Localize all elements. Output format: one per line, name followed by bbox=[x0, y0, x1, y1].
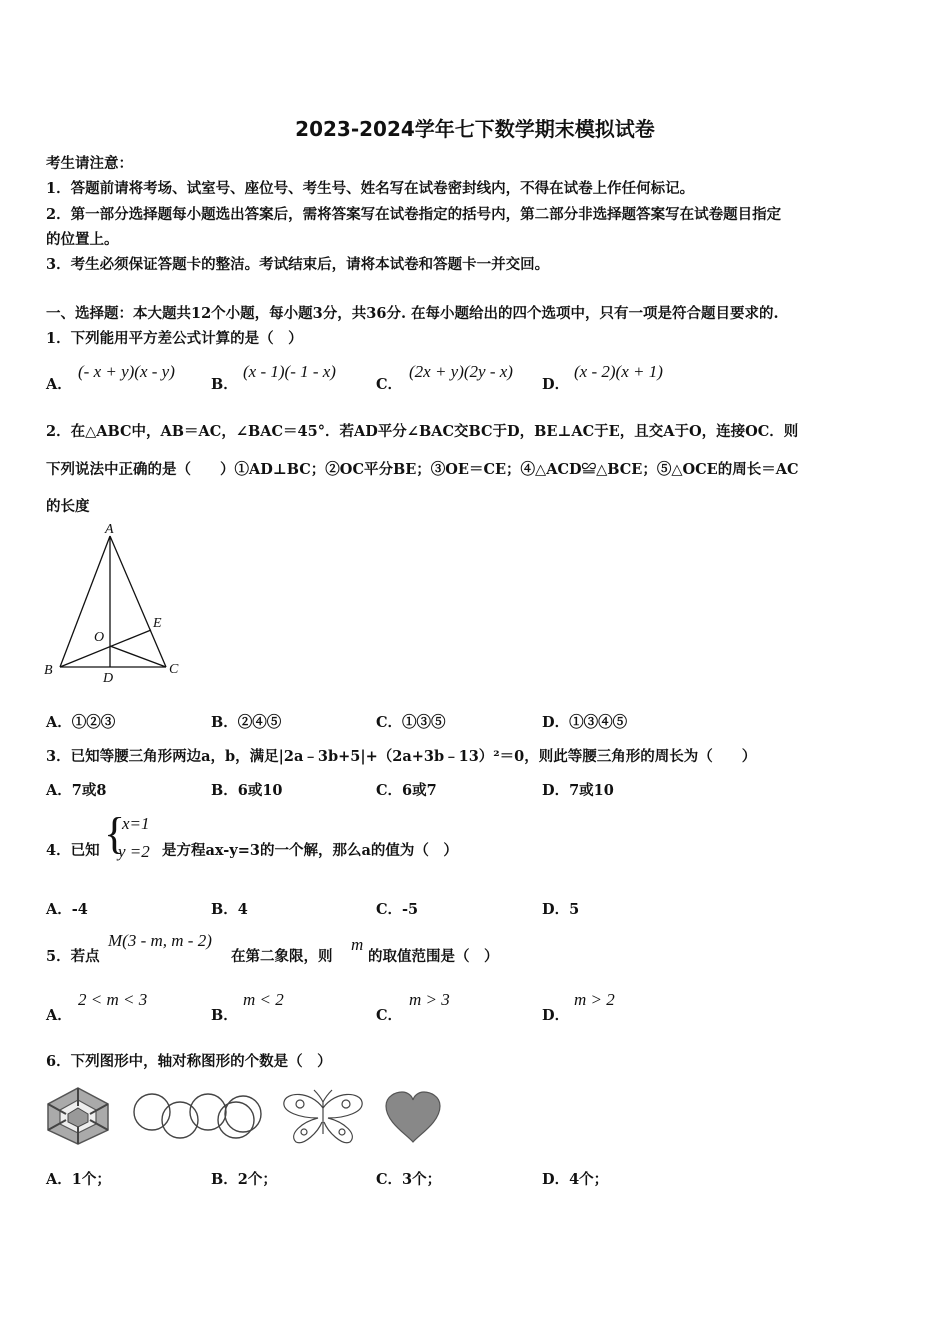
side-ab bbox=[60, 536, 110, 667]
q5-suffix: 的取值范围是（ ） bbox=[368, 948, 499, 965]
butterfly-icon bbox=[280, 1088, 366, 1146]
page-title: 2023-2024学年七下数学期末模拟试卷 bbox=[295, 117, 655, 141]
hexagon-knot-icon bbox=[44, 1086, 112, 1146]
label-d: D bbox=[103, 671, 114, 686]
q2-stem-line: 的长度 bbox=[46, 498, 90, 515]
q3-option-b: B．6或10 bbox=[211, 782, 283, 799]
notice-item: 3．考生必须保证答题卡的整洁。考试结束后，请将本试卷和答题卡一并交回。 bbox=[46, 256, 550, 273]
section-heading: 一、选择题：本大题共12个小题，每小题3分，共36分. 在每小题给出的四个选项中，只有一项是符合题目要求的. bbox=[46, 305, 779, 322]
q1-stem: 1．下列能用平方差公式计算的是（ ） bbox=[46, 330, 303, 347]
q1-option-b-label: B． bbox=[211, 376, 238, 393]
notice-item: 2．第一部分选择题每小题选出答案后，需将答案写在试卷指定的括号内，第二部分非选择题答案写在试卷题目指定 bbox=[46, 206, 782, 223]
q1-option-c-label: C． bbox=[376, 376, 403, 393]
segment-be bbox=[60, 630, 151, 667]
label-e: E bbox=[153, 616, 162, 631]
q5-mid: 在第二象限，则 bbox=[231, 948, 333, 965]
notice-heading: 考生请注意： bbox=[46, 155, 133, 172]
q4-option-b: B．4 bbox=[211, 901, 248, 918]
q5-option-b-label: B． bbox=[211, 1007, 238, 1024]
q6-option-b: B．2个； bbox=[211, 1171, 277, 1188]
label-c: C bbox=[169, 662, 179, 677]
label-o: O bbox=[94, 630, 105, 645]
q5-option-c-expr: m > 3 bbox=[409, 990, 450, 1009]
q1-option-a-label: A． bbox=[46, 376, 72, 393]
q6-option-c: C．3个； bbox=[376, 1171, 442, 1188]
q1-option-c-expr: (2x + y)(2y - x) bbox=[409, 362, 513, 381]
segment-oc bbox=[110, 646, 166, 667]
q3-option-c: C．6或7 bbox=[376, 782, 437, 799]
q4-suffix: 是方程ax-y=3的一个解，那么a的值为（ ） bbox=[162, 842, 458, 859]
q6-stem: 6．下列图形中，轴对称图形的个数是（ ） bbox=[46, 1053, 332, 1070]
side-ac bbox=[110, 536, 166, 667]
olympic-rings-icon bbox=[128, 1090, 266, 1142]
q1-option-a-expr: (- x + y)(x - y) bbox=[78, 362, 175, 381]
q2-option-c: C．①③⑤ bbox=[376, 714, 446, 731]
q2-option-b: B．②④⑤ bbox=[211, 714, 282, 731]
q4-prefix: 4．已知 bbox=[46, 842, 100, 859]
label-a: A bbox=[105, 522, 114, 537]
q5-option-d-label: D． bbox=[542, 1007, 570, 1024]
system-brace: { bbox=[104, 809, 126, 858]
q4-option-a: A．-4 bbox=[46, 901, 88, 918]
q5-var: m bbox=[351, 935, 364, 954]
q1-option-d-label: D． bbox=[542, 376, 570, 393]
triangle-figure bbox=[40, 520, 190, 690]
q5-prefix: 5．若点 bbox=[46, 948, 100, 965]
q2-stem-line: 下列说法中正确的是（ ）①AD⊥BC；②OC平分BE；③OE＝CE；④△ACD≌△BCE；⑤△OCE的周长＝AC bbox=[46, 461, 799, 478]
q1-option-b-expr: (x - 1)(- 1 - x) bbox=[243, 362, 336, 381]
q4-option-c: C．-5 bbox=[376, 901, 419, 918]
q3-option-d: D．7或10 bbox=[542, 782, 614, 799]
notice-item: 1．答题前请将考场、试室号、座位号、考生号、姓名写在试卷密封线内，不得在试卷上作任何标记。 bbox=[46, 180, 695, 197]
heart-icon bbox=[384, 1090, 442, 1146]
q3-option-a: A．7或8 bbox=[46, 782, 107, 799]
q2-stem-line: 2．在△ABC中，AB＝AC，∠BAC＝45°．若AD平分∠BAC交BC于D，BE⊥AC于E，且交A于O，连接OC．则 bbox=[46, 423, 799, 440]
q1-option-d-expr: (x - 2)(x + 1) bbox=[574, 362, 663, 381]
system-eq-1: x=1 bbox=[122, 814, 150, 833]
q5-option-c-label: C． bbox=[376, 1007, 403, 1024]
q5-option-d-expr: m > 2 bbox=[574, 990, 615, 1009]
q5-option-a-expr: 2 < m < 3 bbox=[78, 990, 148, 1009]
q5-option-b-expr: m < 2 bbox=[243, 990, 284, 1009]
q5-point: M(3 - m, m - 2) bbox=[108, 931, 212, 950]
q2-option-d: D．①③④⑤ bbox=[542, 714, 628, 731]
q3-stem: 3．已知等腰三角形两边a，b，满足|2a﹣3b+5|+（2a+3b﹣13）²＝0，则此等腰三角形的周长为（ ） bbox=[46, 748, 757, 765]
q4-option-d: D．5 bbox=[542, 901, 580, 918]
q6-option-a: A．1个； bbox=[46, 1171, 111, 1188]
q6-option-d: D．4个； bbox=[542, 1171, 609, 1188]
label-b: B bbox=[44, 663, 53, 678]
q5-option-a-label: A． bbox=[46, 1007, 72, 1024]
q2-option-a: A．①②③ bbox=[46, 714, 116, 731]
system-eq-2: y =2 bbox=[118, 842, 150, 861]
notice-item: 的位置上。 bbox=[46, 231, 119, 248]
